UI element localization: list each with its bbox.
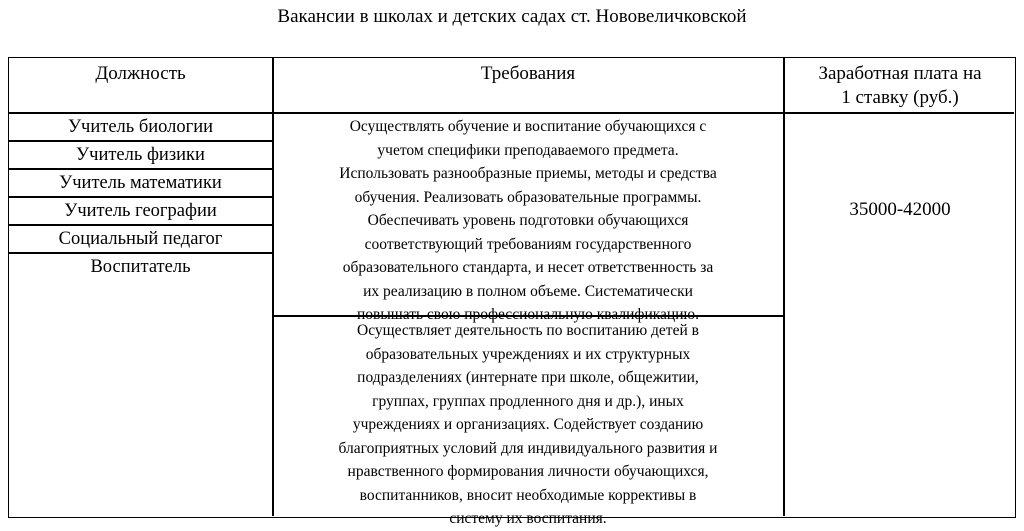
column-divider: [783, 58, 785, 516]
position-item: Учитель математики: [59, 173, 222, 193]
header-requirements: Требования: [480, 63, 576, 84]
position-divider: [9, 224, 272, 226]
position-item: Социальный педагог: [58, 229, 223, 249]
page-title: Вакансии в школах и детских садах ст. Нововеличковской: [277, 6, 747, 27]
position-divider: [9, 252, 272, 254]
position-divider: [9, 196, 272, 198]
vacancies-table: [8, 57, 1016, 527]
position-divider: [9, 140, 272, 142]
salary-value: 35000-42000: [849, 199, 951, 220]
header-position: Должность: [95, 63, 186, 84]
position-item: Учитель географии: [64, 201, 217, 221]
position-item: Учитель биологии: [67, 117, 214, 137]
header-divider: [9, 112, 1014, 114]
header-salary: Заработная плата на 1 ставку (руб.): [818, 63, 982, 108]
position-divider: [9, 168, 272, 170]
requirements-teachers: Осуществлять обучение и воспитание обучающихся с учетом специфики преподаваемого предмета. Использовать разнообразные приемы, методы и средства обучения. Реализовать образовательные программы. Обеспечивать уровень подготовки обучающихся соответствующий требованиям государственного образовательного стандарта, и несет ответственность за их реализацию в полном объеме. Систематически повышать свою профессиональную квалификацию.: [339, 118, 717, 323]
requirements-educator: Осуществляет деятельность по воспитанию детей в образовательных учреждениях и их структурных подразделениях (интернате при школе, общежитии, группах, группах продленного дня и др.), иных учреждениях и организациях. Содействует созданию благоприятных условий для индивидуального развития и нравственного формирования личности обучающихся, воспитанников, вносит необходимые коррективы в систему их воспитания.: [338, 322, 718, 527]
position-item: Учитель физики: [76, 145, 205, 165]
position-item: Воспитатель: [90, 257, 191, 277]
